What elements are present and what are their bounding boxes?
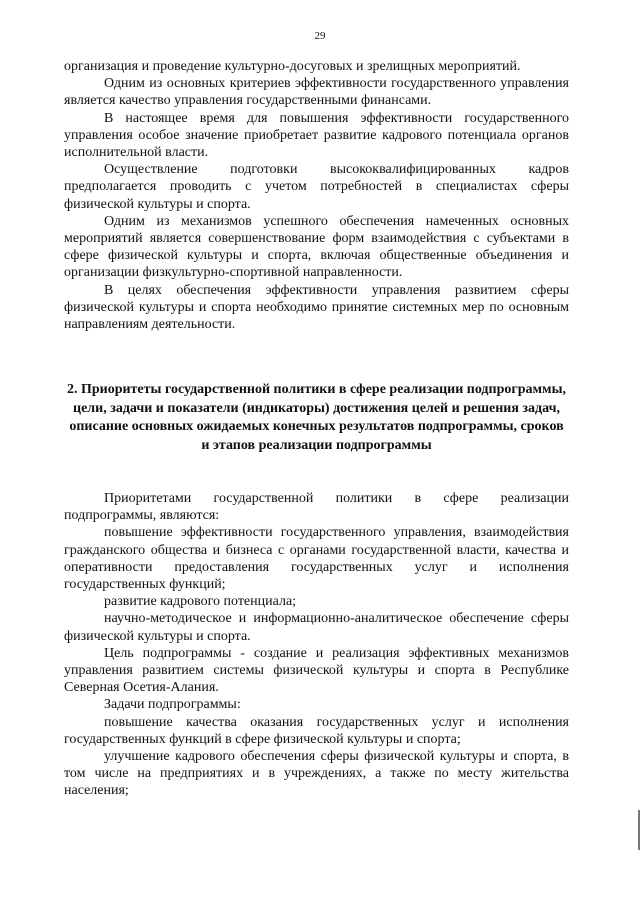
paragraph-2-5: Цель подпрограммы - создание и реализация эффективных механизмов управления развитием системы физической культуры и спорта в Республике Северная Осетия-Алания. xyxy=(64,645,569,696)
paragraph-2-8: улучшение кадрового обеспечения сферы физической культуры и спорта, в том числе на предприятиях и в учреждениях, а также по месту жительства населения; xyxy=(64,749,569,799)
page-edge-mark xyxy=(624,810,640,850)
paragraph-2-6: Задачи подпрограммы: xyxy=(104,697,241,713)
section-heading: 2. Приоритеты государственной политики в сфере реализации подпрограммы, цели, задачи и показатели (индикаторы) достижения целей и решения задач, описание основных ожидаемых конечных результатов подпрограммы, сроков и этапов реализации подпрограммы xyxy=(66,382,567,453)
paragraph-1-4: Осуществление подготовки высококвалифицированных кадров предполагается проводить с учетом потребностей в специалистах сферы физической культуры и спорта. xyxy=(64,162,569,212)
paragraph-1-6: В целях обеспечения эффективности управления развитием сферы физической культуры и спорта необходимо принятие системных мер по основным направлениям деятельности. xyxy=(64,282,569,333)
paragraph-2-7: повышение качества оказания государственных услуг и исполнения государственных функций в сфере физической культуры и спорта; xyxy=(64,714,569,747)
paragraph-2-4: научно-методическое и информационно-аналитическое обеспечение сферы физической культуры и спорта. xyxy=(64,611,569,644)
paragraph-1-2: Одним из основных критериев эффективности государственного управления является качество управления государственными финансами. xyxy=(64,76,569,109)
section-1-text xyxy=(64,58,569,333)
paragraph-1-3: В настоящее время для повышения эффективности государственного управления особое значение приобретает развитие кадрового потенциала органов исполнительной власти. xyxy=(64,110,569,161)
paragraph-1-5: Одним из механизмов успешного обеспечения намеченных основных мероприятий является совершенствование форм взаимодействия с субъектами в сфере физической культуры и спорта, включая общественные объединения и организации физкультурно-спортивной направленности. xyxy=(64,213,569,281)
paragraph-1-1: организация и проведение культурно-досуговых и зрелищных мероприятий. xyxy=(64,59,521,74)
page-number: 29 xyxy=(314,30,326,42)
paragraph-2-2: повышение эффективности государственного управления, взаимодействия гражданского общества и бизнеса с органами государственной власти, качества и оперативности предоставления государственных услуг и исполнения государственных функций; xyxy=(64,525,569,593)
paragraph-2-1: Приоритетами государственной политики в сфере реализации подпрограммы, являются: xyxy=(64,491,569,524)
paragraph-2-3: развитие кадрового потенциала; xyxy=(104,594,297,610)
section-2-text xyxy=(64,490,569,800)
